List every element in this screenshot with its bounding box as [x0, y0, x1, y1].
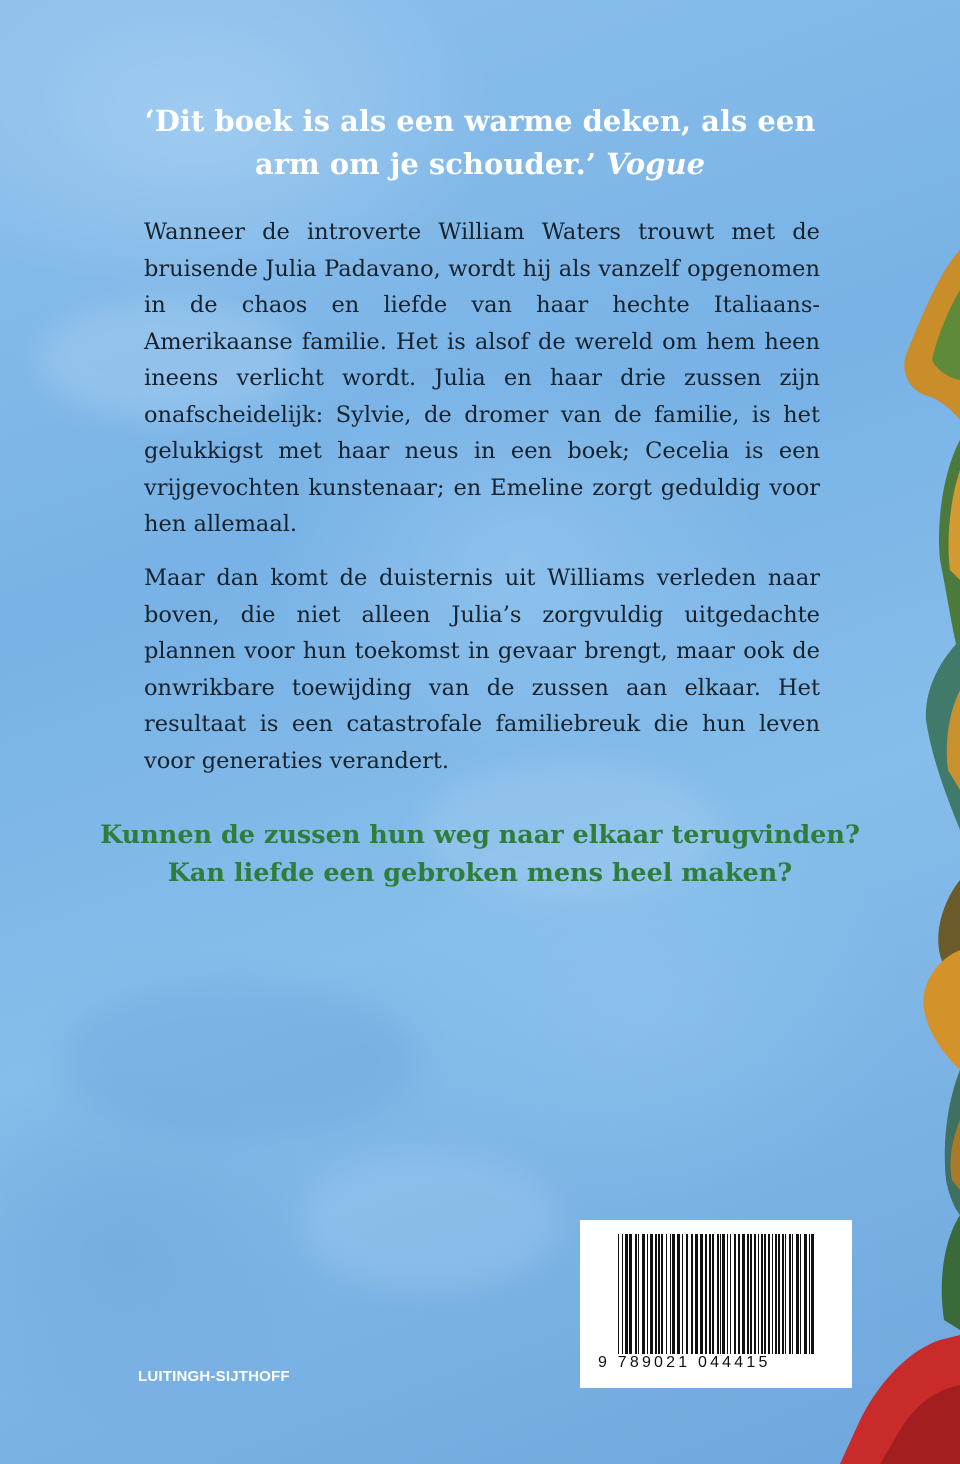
barcode-bar	[625, 1234, 628, 1354]
barcode-bar	[730, 1234, 731, 1354]
barcode-bar	[691, 1234, 693, 1354]
barcode-bar	[647, 1234, 648, 1354]
review-quote	[100, 100, 860, 186]
barcode-bar	[761, 1234, 763, 1354]
barcode-bar	[738, 1234, 740, 1354]
barcode-bar	[712, 1234, 714, 1354]
painted-figure-edge	[840, 0, 960, 1464]
isbn-number: 9 789021 044415	[598, 1354, 771, 1371]
barcode-bar	[758, 1234, 759, 1354]
barcode-bar	[747, 1234, 749, 1354]
barcode-bar	[782, 1234, 784, 1354]
barcode-bars	[614, 1234, 818, 1354]
barcode-bar	[750, 1234, 752, 1354]
barcode-bar	[720, 1234, 721, 1354]
quote-source: Vogue	[606, 147, 706, 181]
barcode-bar	[742, 1234, 745, 1354]
barcode-bar	[727, 1234, 728, 1354]
paint-texture	[300, 1150, 560, 1290]
barcode-bar	[672, 1234, 675, 1354]
barcode-bar	[677, 1234, 680, 1354]
barcode-bar	[775, 1234, 777, 1354]
barcode-bar	[686, 1234, 688, 1354]
barcode-bar	[695, 1234, 698, 1354]
tagline-line-2: Kan liefde een gebroken mens heel maken?	[167, 858, 793, 888]
blurb-paragraph-1: Wanneer de introverte William Waters trouwt met de bruisende Julia Padavano, wordt hij als vanzelf opgenomen in de chaos en liefde van haar hechte Italiaans-Amerikaanse familie. Het is alsof de wereld om hem heen ineens verlicht wordt. Julia en haar drie zussen zijn onafscheidelijk: Sylvie, de dromer van de familie, is het gelukkigst met haar neus in een boek; Cecelia is een vrijgevochten kunstenaar; en Emeline zorgt geduldig voor hen allemaal.	[144, 219, 820, 537]
barcode-bar	[642, 1234, 645, 1354]
barcode-bar	[772, 1234, 773, 1354]
quote-line-1: ‘Dit boek is als een warme deken, als een	[144, 104, 816, 138]
barcode-bar	[804, 1234, 807, 1354]
barcode-bar	[785, 1234, 786, 1354]
barcode-bar	[789, 1234, 791, 1354]
barcode-bar	[650, 1234, 653, 1354]
barcode-bar	[670, 1234, 671, 1354]
barcode-bar	[638, 1234, 639, 1354]
barcode-bar	[792, 1234, 793, 1354]
quote-line-2: arm om je schouder.’	[254, 147, 596, 181]
barcode-bar	[717, 1234, 719, 1354]
barcode-bar	[764, 1234, 766, 1354]
barcode-bar	[705, 1234, 707, 1354]
barcode-bar	[658, 1234, 660, 1354]
barcode-bar	[655, 1234, 657, 1354]
barcode-bar	[768, 1234, 770, 1354]
barcode-bar	[800, 1234, 801, 1354]
barcode-bar	[629, 1234, 632, 1354]
barcode-bar	[700, 1234, 703, 1354]
barcode-bar	[682, 1234, 683, 1354]
barcode-bar	[666, 1234, 667, 1354]
barcode-bar	[709, 1234, 711, 1354]
blurb-paragraph-2: Maar dan komt de duisternis uit Williams verleden naar boven, die niet alleen Julia’s zorgvuldig uitgedachte plannen voor hun toekomst in gevaar brengt, maar ook de onwrikbare toewijding van de zussen aan elkaar. Het resultaat is een catastrofale familiebreuk die hun leven voor generaties verandert.	[144, 565, 820, 774]
barcode-bar	[809, 1234, 810, 1354]
barcode-bar	[722, 1234, 725, 1354]
barcode-bar	[622, 1234, 623, 1354]
barcode-bar	[661, 1234, 663, 1354]
barcode-bar	[778, 1234, 780, 1354]
barcode-bar	[754, 1234, 756, 1354]
barcode-bar	[635, 1234, 637, 1354]
tagline-line-1: Kunnen de zussen hun weg naar elkaar terugvinden?	[100, 820, 860, 850]
barcode-bar	[618, 1234, 619, 1354]
isbn-barcode	[580, 1220, 852, 1388]
barcode-bar	[796, 1234, 799, 1354]
publisher-logo: LUITINGH-SIJTHOFF	[138, 1368, 290, 1385]
paint-texture	[60, 980, 420, 1140]
tagline	[100, 816, 860, 892]
barcode-bar	[734, 1234, 736, 1354]
barcode-bar	[811, 1234, 814, 1354]
